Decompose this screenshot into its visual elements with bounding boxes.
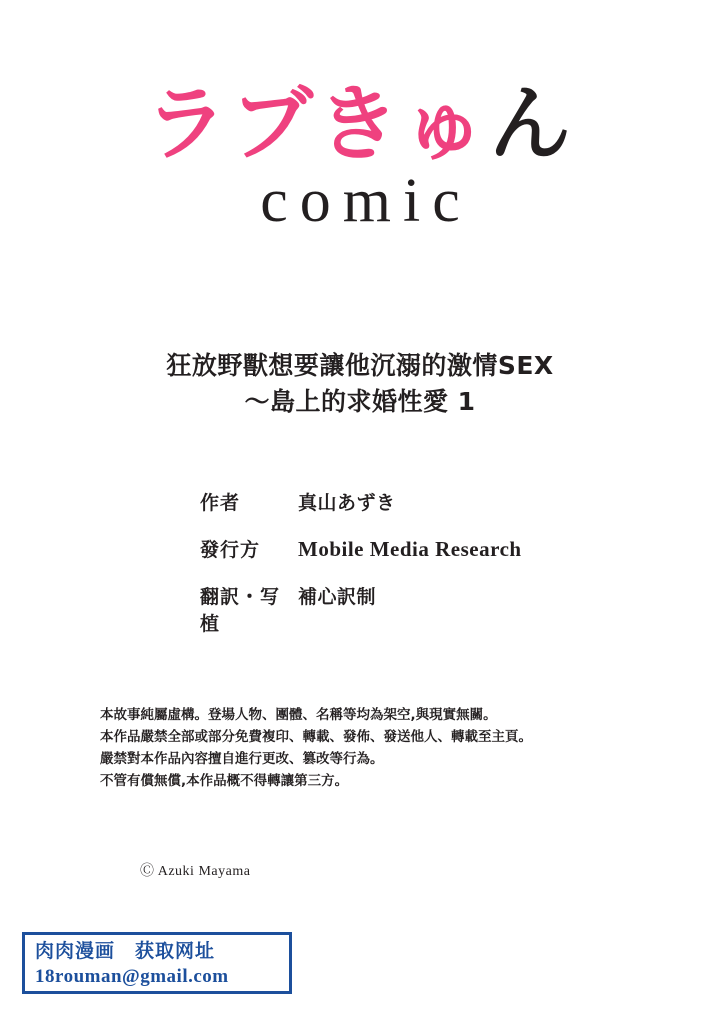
disclaimer-line: 本故事純屬虛構。登場人物、團體、名稱等均為架空,與現實無關。 — [100, 707, 497, 723]
title-line-2: ～島上的求婚性愛 1 — [244, 387, 476, 417]
credit-row-translation — [0, 582, 720, 636]
disclaimer-line: 嚴禁對本作品內容擅自進行更改、篡改等行為。 — [100, 750, 384, 767]
credit-label: 翻訳・写植 — [200, 586, 281, 635]
copyright-notice: Ⓒ Azuki Mayama — [140, 864, 251, 879]
watermark-email: 18rouman@gmail.com — [35, 965, 229, 987]
page-title — [0, 348, 720, 421]
title-line-1: 狂放野獸想要讓他沉溺的激情SEX — [166, 351, 554, 380]
credit-value: 真山あずき — [298, 492, 396, 514]
disclaimer-block — [100, 705, 640, 792]
credit-label: 作者 — [200, 492, 241, 514]
logo-japanese-dark: ん — [489, 77, 576, 172]
credit-value: Mobile Media Research — [298, 537, 522, 561]
disclaimer-line: 本作品嚴禁全部或部分免費複印、轉載、發佈、發送他人、轉載至主頁。 — [100, 728, 532, 745]
credit-value: 補心訳制 — [298, 586, 377, 608]
disclaimer-line: 不管有償無償,本作品概不得轉讓第三方。 — [100, 772, 349, 789]
credit-row-publisher — [0, 535, 720, 562]
logo-english-text: comic — [260, 167, 472, 236]
watermark-site-name: 肉肉漫画 获取网址 — [35, 940, 216, 962]
credit-label: 發行方 — [200, 539, 261, 561]
logo-japanese-text — [0, 78, 720, 172]
logo-japanese-pink: ラブきゅ — [144, 77, 489, 172]
credits-list — [0, 488, 720, 656]
series-logo — [0, 78, 720, 237]
credit-row-author — [0, 488, 720, 515]
watermark-badge — [22, 932, 292, 994]
